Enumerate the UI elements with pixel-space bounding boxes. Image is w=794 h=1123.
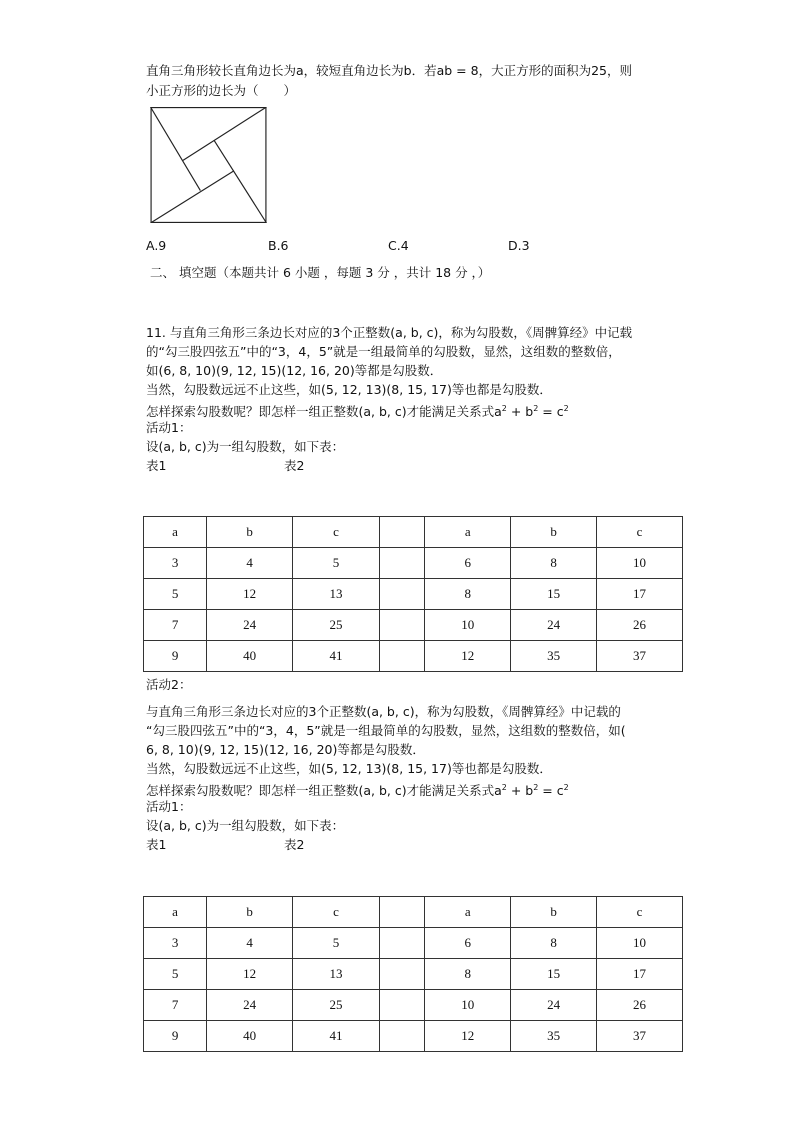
activity1-label: 活动1： [146,799,192,814]
table-cell: 37 [597,1021,683,1052]
option-b: B.6 [268,238,289,253]
table-cell: 26 [597,610,683,641]
table-cell: 13 [293,959,380,990]
formula-text: = c [538,404,564,420]
block2-line: “勾三股四弦五”中的“3，4，5”就是一组最简单的勾股数，显然，这组数的整数倍，如( [146,723,626,738]
table-cell [379,897,424,928]
table-row [144,1021,683,1052]
table-row [144,517,683,548]
formula-text: + b [506,783,534,799]
table-cell [379,579,424,610]
table-cell: 8 [511,928,597,959]
table-cell: c [293,517,380,548]
table-cell: 12 [207,579,293,610]
block2-line: 与直角三角形三条边长对应的3个正整数(a, b, c)，称为勾股数，《周髀算经》中记载的 [146,704,621,719]
table-row [144,897,683,928]
table1-label: 表1 [146,458,167,473]
section-heading: 二、 填空题（本题共计 6 小题 ，每题 3 分 ，共计 18 分 ，） [150,265,491,280]
table-cell [379,517,424,548]
table-cell: 12 [425,1021,511,1052]
table-cell: 24 [207,990,293,1021]
activity1-label: 活动1： [146,420,192,435]
table-cell: 10 [425,990,511,1021]
table-cell: 24 [511,990,597,1021]
table-cell: 41 [293,1021,380,1052]
block2-line: 当然，勾股数远远不止这些，如(5, 12, 13)(8, 15, 17)等也都是勾股数． [146,761,552,776]
table2-label: 表2 [284,837,305,852]
block2-line: 6, 8, 10)(9, 12, 15)(12, 16, 20)等都是勾股数． [146,742,425,757]
table-cell: a [144,517,207,548]
formula-text: = c [538,783,564,799]
table-row [144,959,683,990]
table-cell: c [293,897,380,928]
table-cell: b [511,517,597,548]
table-cell: 37 [597,641,683,672]
table-cell: 4 [207,548,293,579]
table-cell: 8 [511,548,597,579]
table-cell [379,641,424,672]
table-cell: 25 [293,990,380,1021]
formula-text: + b [506,404,534,420]
exponent: 2 [563,404,569,413]
exponent: 2 [533,404,539,413]
table-cell: b [207,517,293,548]
table-cell: 5 [293,928,380,959]
table-cell: 41 [293,641,380,672]
table-cell: 9 [144,641,207,672]
table-cell [379,548,424,579]
table-row [144,990,683,1021]
exponent: 2 [533,783,539,792]
table-cell: 5 [293,548,380,579]
block1-line: 11. 与直角三角形三条边长对应的3个正整数(a, b, c)，称为勾股数，《周髀算经》中记载 [146,325,633,340]
table-cell: a [144,897,207,928]
table-cell: 40 [207,641,293,672]
block2-formula-line [146,779,569,800]
set-text: 设(a, b, c)为一组勾股数，如下表： [146,818,345,833]
formula-text: 怎样探索勾股数呢？即怎样一组正整数(a, b, c)才能满足关系式a [146,404,502,420]
table-cell: 13 [293,579,380,610]
table-row [144,548,683,579]
table-cell: 8 [425,959,511,990]
table-cell [379,928,424,959]
table-row [144,579,683,610]
exponent: 2 [501,404,507,413]
table-cell: 25 [293,610,380,641]
exponent: 2 [501,783,507,792]
table-cell [379,959,424,990]
table-cell [379,610,424,641]
table-cell: 5 [144,959,207,990]
table-cell: 3 [144,548,207,579]
table-cell: c [597,897,683,928]
table-cell: a [425,517,511,548]
block1-line: 当然，勾股数远远不止这些，如(5, 12, 13)(8, 15, 17)等也都是勾股数． [146,382,552,397]
table-cell: 40 [207,1021,293,1052]
block1-line: 的“勾三股四弦五”中的“3，4，5”就是一组最简单的勾股数，显然，这组数的整数倍， [146,344,621,359]
table-cell: 5 [144,579,207,610]
table-cell: 8 [425,579,511,610]
question-text-line2: 小正方形的边长为（ ） [146,83,297,98]
table-cell: 24 [207,610,293,641]
pythagorean-table-1 [143,516,683,672]
table-cell: 35 [511,1021,597,1052]
activity2-label: 活动2： [146,677,192,692]
table-row [144,610,683,641]
table-row [144,641,683,672]
pythagorean-table-2 [143,896,683,1052]
table-cell: b [511,897,597,928]
set-text: 设(a, b, c)为一组勾股数，如下表： [146,439,345,454]
question-text-line1: 直角三角形较长直角边长为a，较短直角边长为b．若ab = 8，大正方形的面积为25，则 [146,63,632,78]
table1-label: 表1 [146,837,167,852]
table-cell: 24 [511,610,597,641]
table-cell: 12 [425,641,511,672]
table-cell: c [597,517,683,548]
table-cell: 4 [207,928,293,959]
table-cell: 10 [597,548,683,579]
table-cell: 3 [144,928,207,959]
table-cell: 7 [144,990,207,1021]
option-d: D.3 [508,238,530,253]
table-cell: 26 [597,990,683,1021]
table-cell: 15 [511,579,597,610]
table-cell: b [207,897,293,928]
table-cell: 15 [511,959,597,990]
table-cell [379,1021,424,1052]
formula-text: 怎样探索勾股数呢？即怎样一组正整数(a, b, c)才能满足关系式a [146,783,502,799]
option-a: A.9 [146,238,167,253]
table-cell: 9 [144,1021,207,1052]
table2-label: 表2 [284,458,305,473]
table-cell: 12 [207,959,293,990]
table-cell: a [425,897,511,928]
table-cell: 6 [425,928,511,959]
table-cell: 10 [597,928,683,959]
table-cell: 17 [597,959,683,990]
table-cell: 10 [425,610,511,641]
exponent: 2 [563,783,569,792]
table-row [144,928,683,959]
table-cell: 35 [511,641,597,672]
block1-formula-line [146,400,569,421]
table-cell: 17 [597,579,683,610]
pinwheel-square-figure [150,107,267,223]
table-cell: 6 [425,548,511,579]
option-c: C.4 [388,238,409,253]
table-cell: 7 [144,610,207,641]
table-cell [379,990,424,1021]
block1-line: 如(6, 8, 10)(9, 12, 15)(12, 16, 20)等都是勾股数． [146,363,443,378]
